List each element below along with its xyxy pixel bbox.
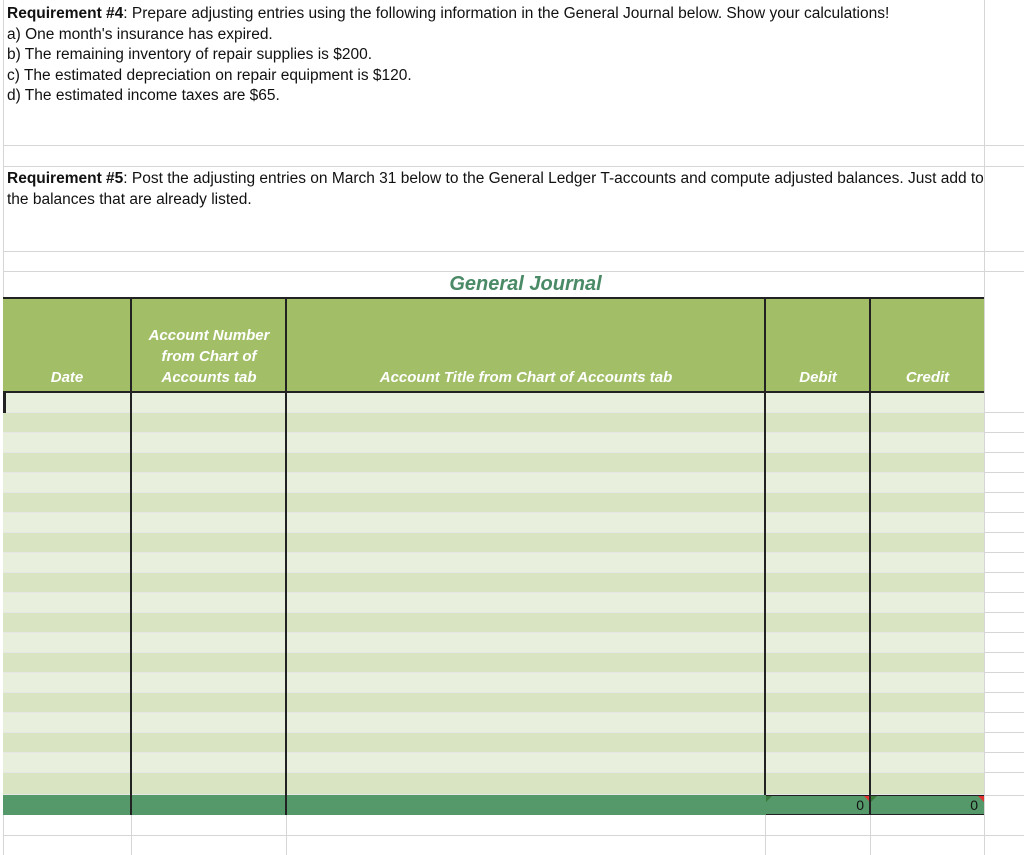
journal-row[interactable]: [3, 473, 984, 493]
header-credit-label: Credit: [905, 369, 950, 386]
journal-row[interactable]: [3, 533, 984, 553]
requirement-4-item-a: a) One month's insurance has expired.: [7, 25, 273, 43]
credit-total-cell[interactable]: [871, 795, 984, 815]
requirement-5-intro: [7, 169, 984, 210]
header-date[interactable]: [3, 299, 131, 391]
journal-row[interactable]: [3, 773, 984, 795]
journal-row[interactable]: [3, 433, 984, 453]
requirement-4-cell[interactable]: [7, 4, 984, 107]
journal-entry-rows: [3, 393, 984, 795]
journal-row[interactable]: [3, 713, 984, 733]
header-debit-label: Debit: [799, 369, 837, 386]
journal-row[interactable]: [3, 393, 984, 413]
requirement-4-label: Requirement #4: [7, 5, 124, 22]
journal-row[interactable]: [3, 513, 984, 533]
credit-total-value: 0: [970, 797, 978, 813]
requirement-4-item-b: b) The remaining inventory of repair supplies is $200.: [7, 46, 373, 63]
journal-row[interactable]: [3, 753, 984, 773]
requirement-4-item-d: d) The estimated income taxes are $65.: [7, 87, 280, 104]
header-account-title-label: Account Title from Chart of Accounts tab: [379, 369, 673, 386]
requirement-5-label: Requirement #5: [7, 170, 124, 187]
requirement-4-text: : Prepare adjusting entries using the following information in the General Journal below. Show your calculations!: [123, 5, 890, 22]
comment-indicator-icon: [766, 796, 772, 802]
journal-row[interactable]: [3, 633, 984, 653]
header-account-number-line3: Accounts tab: [161, 369, 257, 386]
comment-indicator-icon: [871, 796, 877, 802]
requirement-5-text: : Post the adjusting entries on March 31 below to the General Ledger T-accounts and compute adjusted balances. Just add to the balances that are already listed.: [7, 170, 984, 208]
debit-total-value: 0: [856, 797, 864, 813]
requirement-4-intro: [7, 4, 984, 25]
journal-row[interactable]: [3, 453, 984, 473]
header-account-number-line1: Account Number: [148, 327, 270, 344]
header-credit[interactable]: [871, 299, 984, 391]
journal-title: General Journal: [449, 273, 602, 295]
header-date-label: Date: [50, 369, 84, 386]
column-border: [285, 393, 287, 795]
column-border: [869, 393, 871, 795]
journal-total-row: [3, 795, 984, 815]
journal-row[interactable]: [3, 573, 984, 593]
header-account-title[interactable]: [287, 299, 765, 391]
journal-row[interactable]: [3, 413, 984, 433]
header-account-number-label: [132, 325, 286, 388]
journal-row[interactable]: [3, 673, 984, 693]
journal-header-row: [3, 297, 984, 393]
journal-row[interactable]: [3, 493, 984, 513]
header-debit[interactable]: [766, 299, 870, 391]
header-account-number-line2: from Chart of: [161, 348, 257, 365]
column-border: [764, 393, 766, 795]
cell-cursor: [3, 393, 6, 413]
journal-row[interactable]: [3, 553, 984, 573]
journal-row[interactable]: [3, 593, 984, 613]
requirement-4-item-c: c) The estimated depreciation on repair equipment is $120.: [7, 66, 412, 84]
debit-total-cell[interactable]: [766, 795, 870, 815]
header-account-number[interactable]: [132, 299, 286, 391]
journal-row[interactable]: [3, 613, 984, 633]
journal-row[interactable]: [3, 693, 984, 713]
column-border: [130, 393, 132, 795]
journal-row[interactable]: [3, 733, 984, 753]
error-indicator-icon: [978, 796, 984, 802]
requirement-5-cell[interactable]: [7, 169, 984, 210]
journal-row[interactable]: [3, 653, 984, 673]
